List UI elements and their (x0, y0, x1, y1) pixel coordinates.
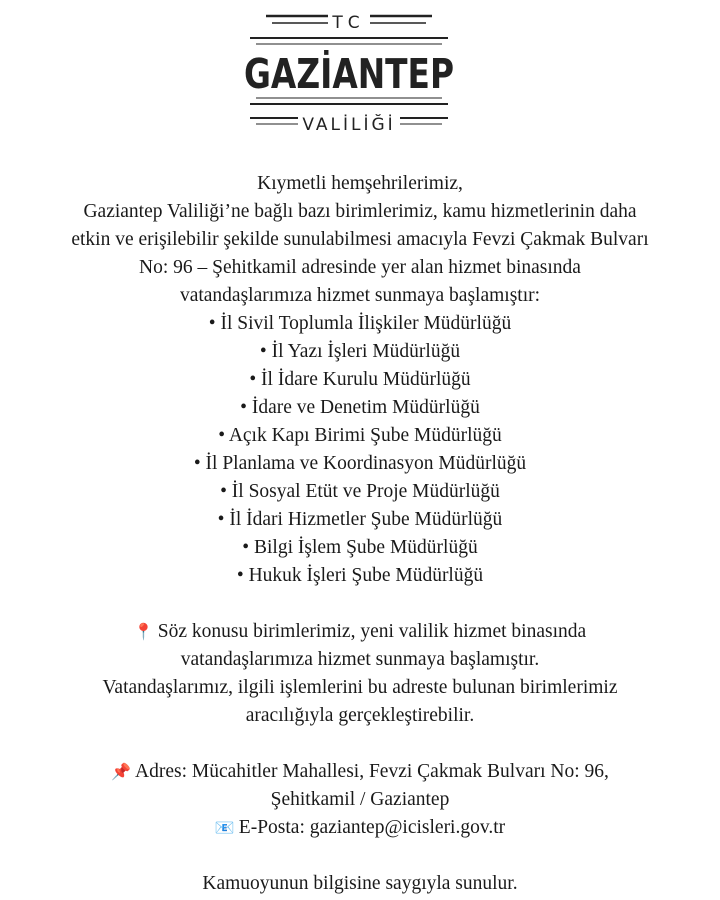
pushpin-icon: 📌 (111, 762, 132, 781)
unit-list (0, 310, 720, 590)
intro-line: No: 96 – Şehitkamil adresinde yer alan hizmet binasında (139, 257, 581, 278)
spacer (0, 590, 720, 618)
email-text: E-Posta: gaziantep@icisleri.gov.tr (238, 817, 506, 838)
unit-item: • İl Yazı İşleri Müdürlüğü (259, 341, 461, 362)
spacer (0, 730, 720, 758)
unit-item: • Bilgi İşlem Şube Müdürlüğü (242, 537, 478, 558)
unit-item: • İdare ve Denetim Müdürlüğü (240, 397, 480, 418)
unit-item: • Açık Kapı Birimi Şube Müdürlüğü (218, 425, 502, 446)
spacer (0, 842, 720, 870)
unit-item: • İl Sivil Toplumla İlişkiler Müdürlüğü (208, 313, 512, 334)
unit-item: • İl İdari Hizmetler Şube Müdürlüğü (217, 509, 503, 530)
address-line (0, 758, 720, 786)
announcement-body (0, 170, 720, 898)
unit-item: • Hukuk İşleri Şube Müdürlüğü (236, 565, 484, 586)
email-line (0, 814, 720, 842)
notice-text: Söz konusu birimlerimiz, yeni valilik hizmet binasında (157, 621, 587, 642)
notice-line: vatandaşlarımıza hizmet sunmaya başlamıştır. (180, 649, 540, 670)
intro-line: vatandaşlarımıza hizmet sunmaya başlamıştır: (179, 285, 541, 306)
notice-line: aracılığıyla gerçekleştirebilir. (245, 705, 475, 726)
unit-item: • İl Sosyal Etüt ve Proje Müdürlüğü (220, 481, 500, 502)
logo-title: VALİLİĞİ (302, 115, 396, 135)
intro-line: Gaziantep Valiliği’ne bağlı bazı birimlerimiz, kamu hizmetlerinin daha (83, 201, 637, 222)
closing-line: Kamuoyunun bilgisine saygıyla sunulur. (202, 873, 518, 894)
logo-city: GAZİANTEP (244, 50, 454, 98)
intro-line: etkin ve erişilebilir şekilde sunulabilmesi amacıyla Fevzi Çakmak Bulvarı (71, 229, 649, 250)
notice-line (0, 618, 720, 646)
unit-item: • İl Planlama ve Koordinasyon Müdürlüğü (193, 453, 527, 474)
email-icon: 📧 (214, 818, 235, 837)
address-line: Şehitkamil / Gaziantep (270, 789, 450, 810)
valilik-logo (236, 8, 462, 136)
unit-item: • İl İdare Kurulu Müdürlüğü (249, 369, 471, 390)
greeting: Kıymetli hemşehrilerimiz, (257, 173, 463, 194)
logo-graphic (236, 8, 462, 136)
notice-line: Vatandaşlarımız, ilgili işlemlerini bu adreste bulunan birimlerimiz (102, 677, 618, 698)
round-pushpin-icon: 📍 (133, 622, 154, 641)
address-text: Adres: Mücahitler Mahallesi, Fevzi Çakmak Bulvarı No: 96, (135, 761, 609, 782)
logo-tc: TC (332, 13, 366, 33)
